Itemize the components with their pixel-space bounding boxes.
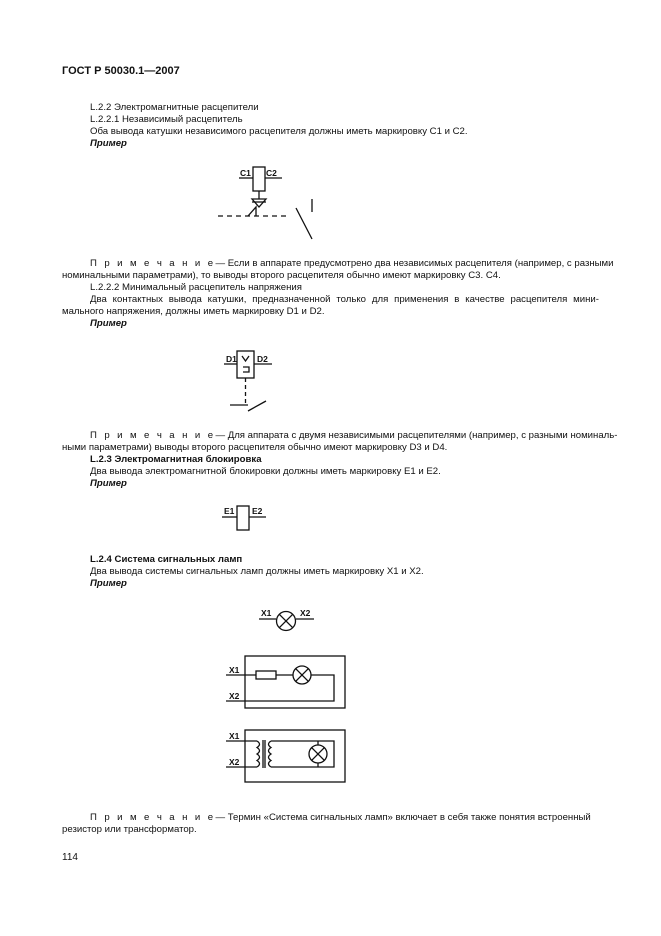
lamp-with-transformer-diagram xyxy=(226,730,345,782)
label-x2: X2 xyxy=(229,757,240,767)
label-e1: E1 xyxy=(224,506,235,516)
subsection-heading-l2222: L.2.2.2 Минимальный расцепитель напряжения xyxy=(90,282,302,293)
document-header: ГОСТ Р 50030.1—2007 xyxy=(62,65,180,77)
transformer-secondary-winding xyxy=(269,741,272,767)
section-heading-l24: L.2.4 Система сигнальных ламп xyxy=(90,554,243,565)
interlock-diagram xyxy=(222,506,266,530)
coil-box xyxy=(237,506,249,530)
example-label: Пример xyxy=(90,138,127,149)
transformer-primary-winding xyxy=(257,741,260,767)
example-label: Пример xyxy=(90,478,127,489)
shunt-release-diagram xyxy=(218,167,312,239)
enclosure-box xyxy=(245,656,345,708)
label-c2: C2 xyxy=(266,168,277,178)
label-x1: X1 xyxy=(229,731,240,741)
coil-box xyxy=(253,167,265,191)
section-heading-l222: L.2.2 Электромагнитные расцепители xyxy=(90,102,259,113)
label-c1: C1 xyxy=(240,168,251,178)
body-text-l23: Два вывода электромагнитной блокировки должны иметь маркировку Е1 и Е2. xyxy=(90,466,441,477)
undervoltage-release-diagram xyxy=(224,351,272,411)
example-label: Пример xyxy=(90,318,127,329)
label-d1: D1 xyxy=(226,354,237,364)
signal-lamp-diagram xyxy=(259,608,314,631)
body-text-l2222-continued: мального напряжения, должны иметь маркировку D1 и D2. xyxy=(62,306,325,317)
label-x2: X2 xyxy=(229,691,240,701)
undervoltage-symbol xyxy=(242,356,249,361)
label-e2: E2 xyxy=(252,506,263,516)
example-label: Пример xyxy=(90,578,127,589)
note-text: — Для аппарата с двумя независимыми расцепителями (например, с разными номиналь- xyxy=(215,430,618,441)
body-text-l2221: Оба вывода катушки независимого расцепителя должны иметь маркировку С1 и С2. xyxy=(90,126,468,137)
note-text-continued: номинальными параметрами), то выводы второго расцепителя обычно имеют маркировку С3. С4. xyxy=(62,270,501,281)
label-x2: X2 xyxy=(300,608,311,618)
release-triangle xyxy=(252,199,266,207)
page-number: 114 xyxy=(62,852,78,863)
wire xyxy=(271,741,334,767)
undervoltage-hook xyxy=(243,367,249,372)
note-label: П р и м е ч а н и е xyxy=(90,430,216,441)
note-label: П р и м е ч а н и е xyxy=(90,812,216,823)
note-text-continued: ными параметрами) выводы второго расцепителя обычно имеют маркировку D3 и D4. xyxy=(62,442,448,453)
body-text-l24: Два вывода системы сигнальных ламп должны иметь маркировку X1 и X2. xyxy=(90,566,424,577)
label-x1: X1 xyxy=(229,665,240,675)
label-x1: X1 xyxy=(261,608,272,618)
body-text-l2222: Два контактных вывода катушки, предназначенной только для применения в качестве расцепителя мини- xyxy=(90,294,599,305)
section-heading-l23: L.2.3 Электромагнитная блокировка xyxy=(90,454,262,465)
enclosure-box xyxy=(245,730,345,782)
release-latch xyxy=(248,207,256,216)
subsection-heading-l2221: L.2.2.1 Независимый расцепитель xyxy=(90,114,243,125)
note-label: П р и м е ч а н и е xyxy=(90,258,216,269)
resistor-icon xyxy=(256,671,276,679)
label-d2: D2 xyxy=(257,354,268,364)
coil-box xyxy=(237,351,254,378)
note-text: — Термин «Система сигнальных ламп» включает в себя также понятия встроенный xyxy=(215,812,591,823)
contact-blade xyxy=(296,208,312,239)
lamp-with-resistor-diagram xyxy=(226,656,345,708)
contact-blade xyxy=(248,401,266,411)
note-text: — Если в аппарате предусмотрено два независимых расцепителя (например, с разными xyxy=(215,258,614,269)
note-text-continued: резистор или трансформатор. xyxy=(62,824,197,835)
